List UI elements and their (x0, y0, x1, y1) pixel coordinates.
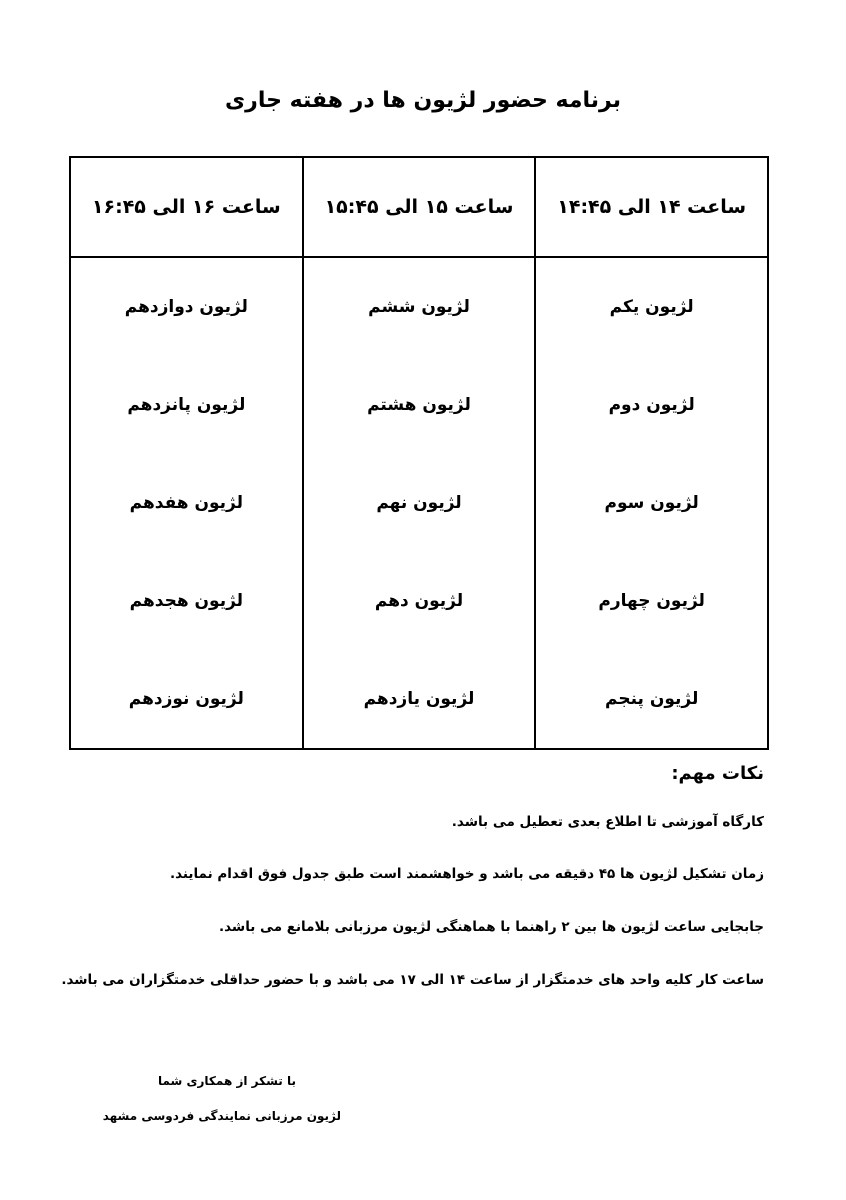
column-body (71, 258, 302, 748)
column-header: ساعت ۱۶ الی ۱۶:۴۵ (71, 158, 302, 258)
column-header: ساعت ۱۴ الی ۱۴:۴۵ (536, 158, 767, 258)
legion-cell: لژیون دوازدهم (124, 297, 248, 317)
legion-cell: لژیون نوزدهم (128, 689, 244, 709)
note-item: جابجایی ساعت لژیون ها بین ۲ راهنما با هماهنگی لژیون مرزبانی بلامانع می باشد. (219, 919, 764, 935)
column-body (304, 258, 535, 748)
legion-cell: لژیون چهارم (598, 591, 705, 611)
note-item: زمان تشکیل لژیون ها ۴۵ دقیقه می باشد و خواهشمند است طبق جدول فوق اقدام نمایند. (169, 866, 764, 882)
legion-cell: لژیون نهم (376, 493, 462, 513)
note-item: کارگاه آموزشی تا اطلاع بعدی تعطیل می باشد. (451, 814, 764, 830)
schedule-table (69, 156, 769, 750)
notes-heading: نکات مهم: (671, 763, 764, 784)
closing-thanks: با تشکر از همکاری شما (157, 1074, 296, 1088)
legion-cell: لژیون یکم (609, 297, 694, 317)
legion-cell: لژیون سوم (604, 493, 699, 513)
legion-cell: لژیون هجدهم (129, 591, 244, 611)
column-15 (302, 158, 535, 748)
legion-cell: لژیون ششم (368, 297, 470, 317)
column-16 (71, 158, 302, 748)
column-14 (534, 158, 767, 748)
legion-cell: لژیون یازدهم (363, 689, 475, 709)
note-item: ساعت کار کلیه واحد های خدمتگزار از ساعت ۱۴ الی ۱۷ می باشد و با حضور حداقلی خدمتگزاران می باشد. (61, 972, 764, 988)
column-body (536, 258, 767, 748)
legion-cell: لژیون پنجم (605, 689, 699, 709)
legion-cell: لژیون دوم (608, 395, 695, 415)
legion-cell: لژیون دهم (374, 591, 464, 611)
legion-cell: لژیون هفدهم (129, 493, 244, 513)
legion-cell: لژیون هشتم (367, 395, 471, 415)
page-title: برنامه حضور لژیون ها در هفته جاری (225, 88, 621, 113)
column-header: ساعت ۱۵ الی ۱۵:۴۵ (304, 158, 535, 258)
closing-signature: لژیون مرزبانی نمایندگی فردوسی مشهد (102, 1109, 341, 1123)
legion-cell: لژیون پانزدهم (127, 395, 246, 415)
